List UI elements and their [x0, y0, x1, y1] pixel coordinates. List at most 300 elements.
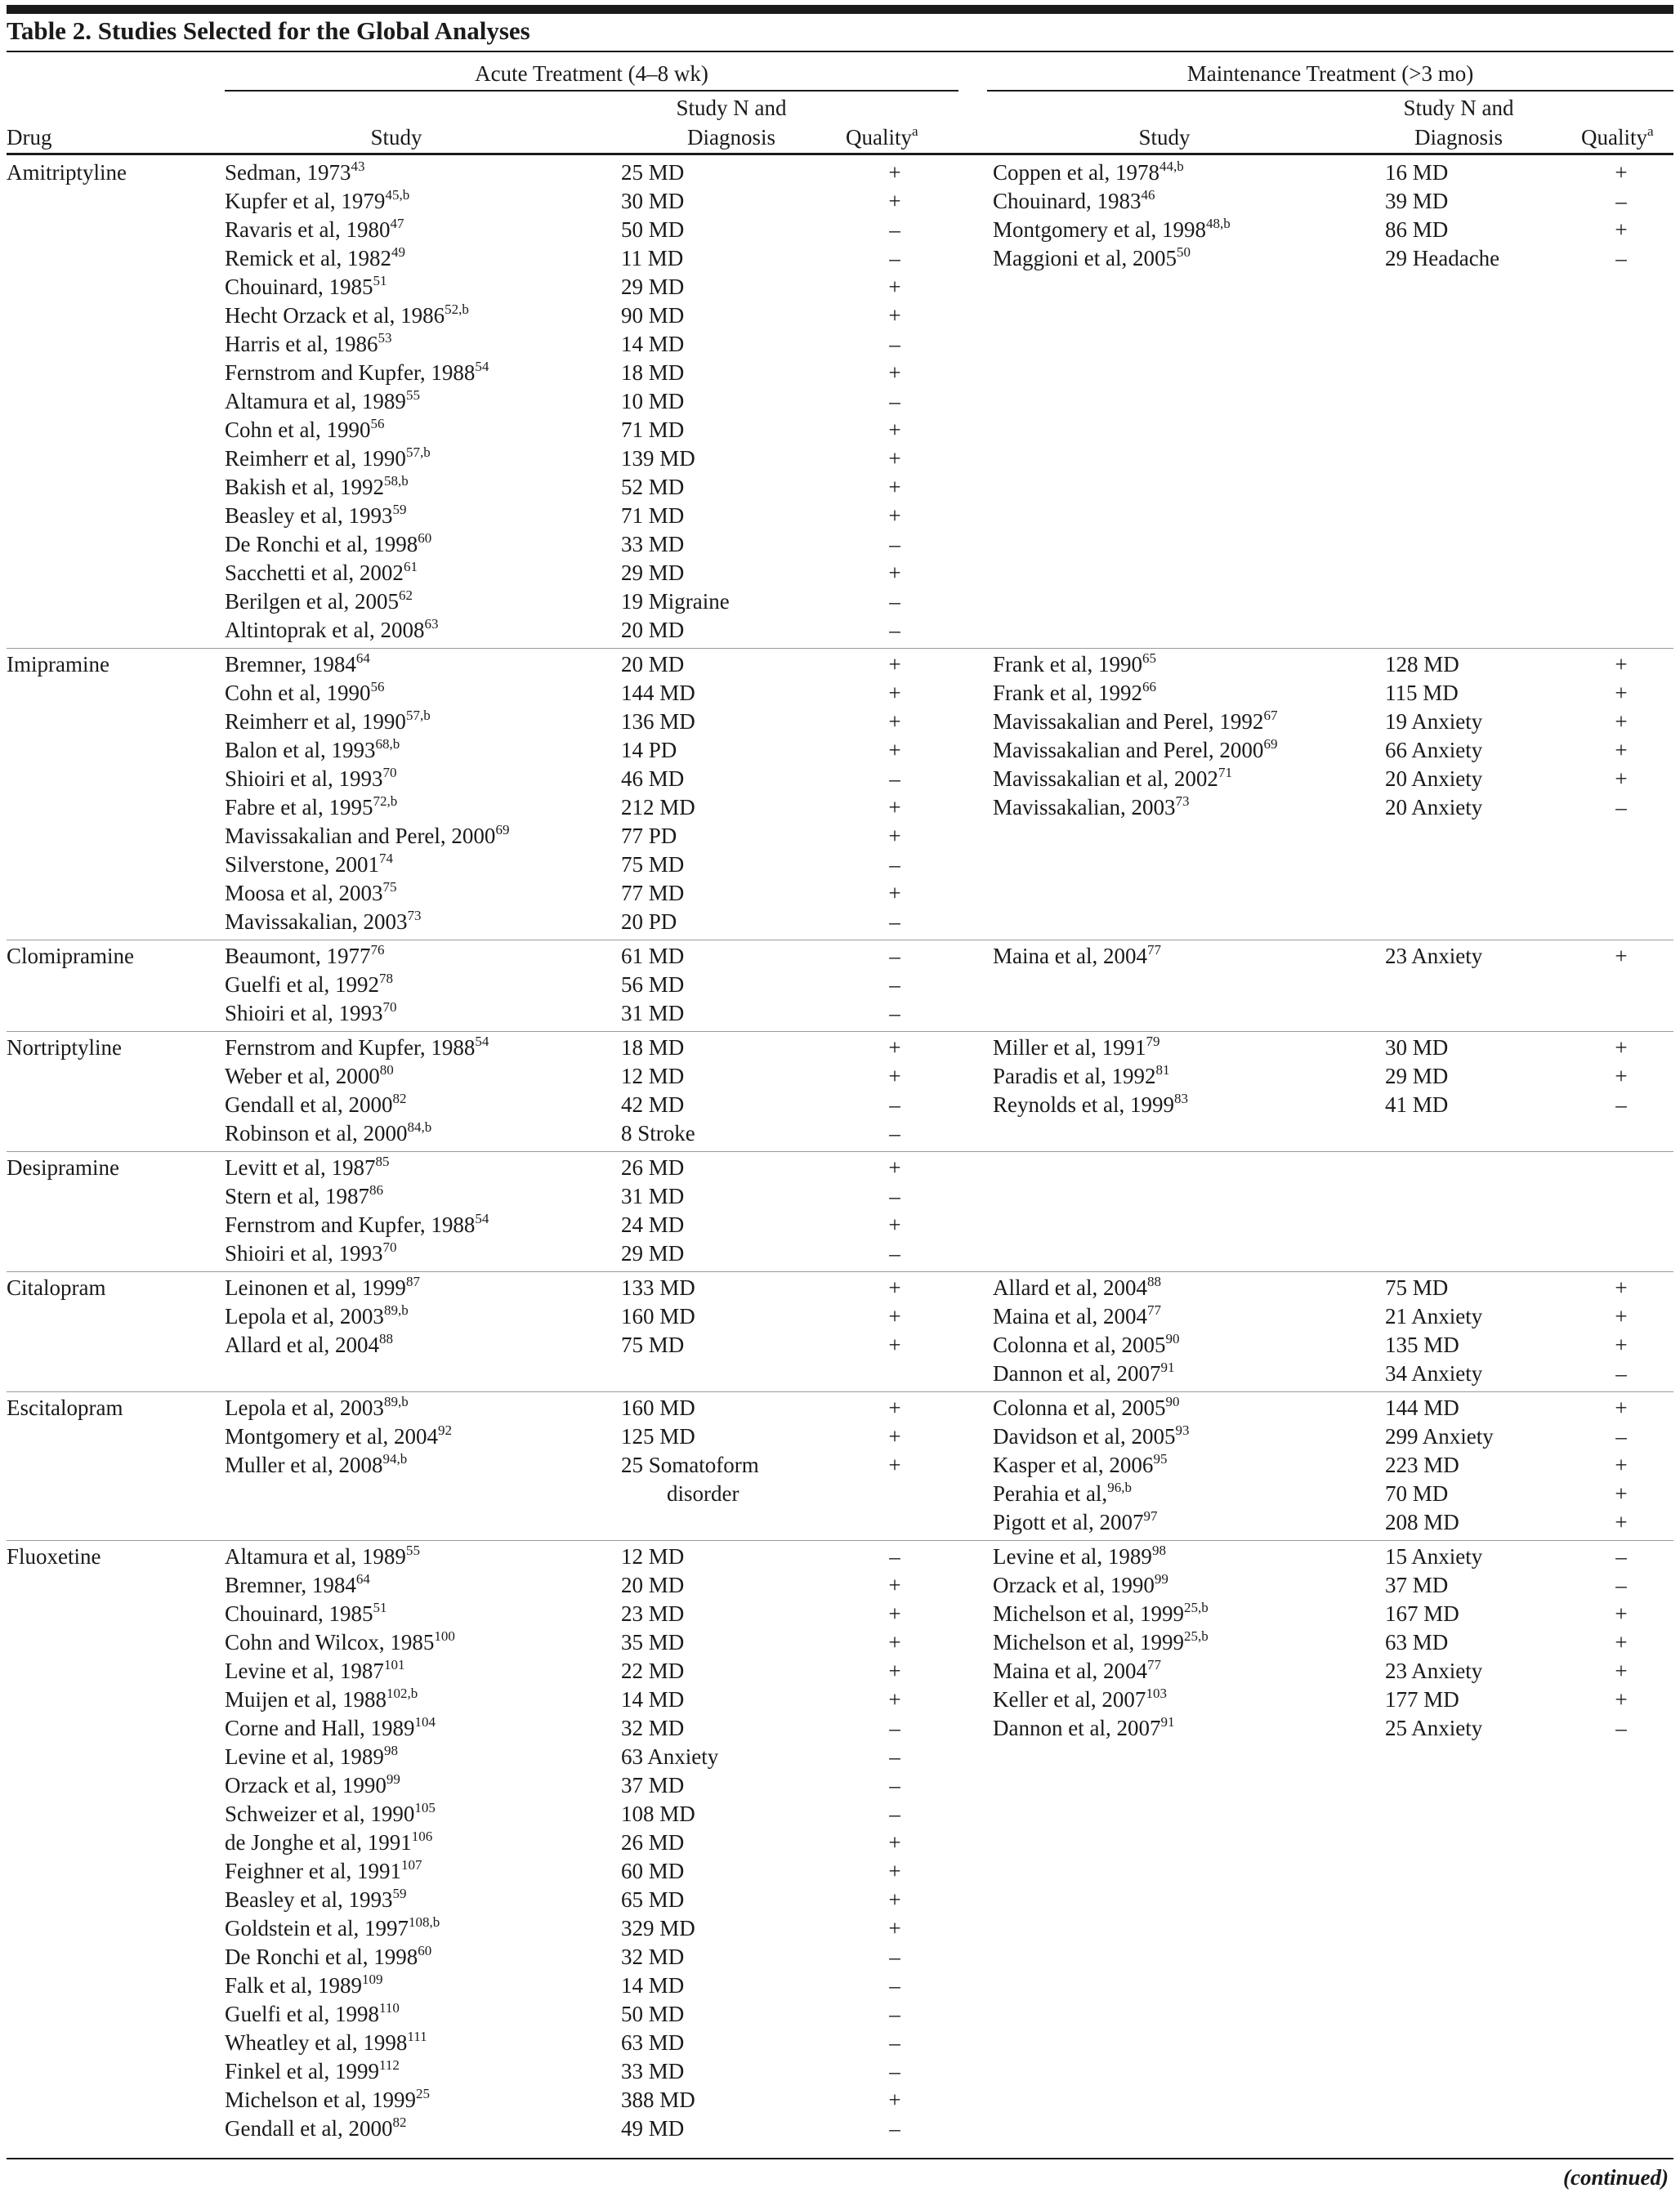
reference-superscript: 61: [403, 559, 418, 574]
study-cell: [225, 1302, 621, 1331]
n-diagnosis: 31 MD: [621, 1001, 685, 1025]
n-diagnosis-cell: [621, 1600, 842, 1628]
table-row: [225, 530, 948, 559]
quality-rating: –: [889, 217, 900, 242]
n-diagnosis-cell: [1385, 1034, 1569, 1062]
table-row: [225, 971, 948, 999]
n-diagnosis-cell: [621, 1829, 842, 1857]
table-row: [993, 1062, 1673, 1091]
study-name: Allard et al, 2004: [225, 1333, 379, 1357]
study-name: Chouinard, 1985: [225, 1601, 373, 1626]
study-name: Beasley et al, 1993: [225, 503, 393, 528]
study-cell: [225, 1743, 621, 1771]
n-diagnosis: 115 MD: [1385, 681, 1459, 705]
n-diagnosis: 71 MD: [621, 503, 685, 528]
table-row: [993, 1091, 1673, 1119]
reference-superscript: 55: [405, 1543, 420, 1558]
table-row: [225, 1543, 948, 1571]
reference-superscript: 85: [375, 1154, 390, 1169]
study-cell: [225, 1331, 621, 1360]
quality-rating: +: [888, 1035, 901, 1060]
study-cell: [225, 879, 621, 908]
maintenance-studies: [993, 1154, 1673, 1268]
study-cell: [225, 1239, 621, 1268]
n-diagnosis-cell: [621, 650, 842, 679]
table-row: [993, 1274, 1673, 1302]
table-row: [993, 159, 1673, 187]
table-row: [225, 1451, 948, 1508]
study-cell: [993, 1543, 1385, 1571]
study-name: Berilgen et al, 2005: [225, 589, 399, 614]
study-cell: [225, 2000, 621, 2029]
n-diagnosis: 86 MD: [1385, 217, 1449, 242]
study-name: Feighner et al, 1991: [225, 1859, 401, 1883]
table-row: [225, 216, 948, 244]
quality-rating: +: [1615, 766, 1628, 791]
quality-rating: –: [889, 1241, 900, 1266]
study-name: Mavissakalian and Perel, 2000: [225, 824, 496, 848]
reference-superscript: 25: [415, 2086, 430, 2101]
table-row: [993, 1508, 1673, 1537]
table-row: [225, 999, 948, 1028]
study-name: Coppen et al, 1978: [993, 160, 1159, 185]
n-diagnosis: 29 MD: [1385, 1064, 1449, 1088]
n-diagnosis-cell: [621, 822, 842, 851]
n-diagnosis: 71 MD: [621, 418, 685, 442]
acute-spanner-rule: [225, 90, 958, 92]
n-diagnosis: 33 MD: [621, 2059, 685, 2083]
study-name: Levine et al, 1989: [225, 1744, 384, 1769]
study-name: Sedman, 1973: [225, 160, 351, 185]
n-diagnosis-cell: [1385, 216, 1569, 244]
continued-note: (continued): [1562, 2165, 1669, 2190]
study-name: Shioiri et al, 1993: [225, 1241, 383, 1266]
quality-rating: –: [1615, 1544, 1627, 1569]
table-row: [993, 1686, 1673, 1714]
n-diagnosis: 208 MD: [1385, 1510, 1459, 1534]
study-name: Hecht Orzack et al, 1986: [225, 303, 445, 328]
reference-superscript: 58,b: [383, 473, 409, 489]
study-name: Davidson et al, 2005: [993, 1424, 1176, 1449]
reference-superscript: 102,b: [386, 1686, 418, 1701]
reference-superscript: 66: [1142, 679, 1156, 694]
table-row: [993, 1331, 1673, 1360]
n-diagnosis-cell: [621, 1771, 842, 1800]
quality-rating: –: [889, 972, 900, 997]
n-diagnosis-cell: [621, 1543, 842, 1571]
study-name: Fernstrom and Kupfer, 1988: [225, 1212, 476, 1237]
quality-rating: +: [888, 1659, 901, 1683]
quality-rating: –: [1615, 189, 1627, 213]
table-row: [225, 1394, 948, 1422]
quality-rating: –: [889, 944, 900, 968]
col-acute-quality: [846, 123, 918, 152]
study-name: Orzack et al, 1990: [993, 1573, 1155, 1597]
quality-rating: –: [889, 909, 900, 934]
table-row: [225, 2114, 948, 2143]
n-diagnosis-cell: [1385, 942, 1569, 971]
n-diagnosis-cell: [1385, 159, 1569, 187]
reference-superscript: 72,b: [373, 793, 398, 809]
n-diagnosis-cell: [621, 1239, 842, 1268]
study-cell: [225, 1886, 621, 1914]
n-diagnosis: 160 MD: [621, 1304, 695, 1329]
study-cell: [225, 2114, 621, 2143]
table-row: [225, 1600, 948, 1628]
study-cell: [225, 793, 621, 822]
table-row: [993, 736, 1673, 765]
study-cell: [225, 1657, 621, 1686]
reference-superscript: 46: [1141, 187, 1155, 203]
reference-superscript: 80: [379, 1062, 394, 1078]
reference-superscript: 101: [383, 1657, 405, 1672]
drug-group: [7, 1272, 1673, 1392]
reference-superscript: 54: [475, 1034, 489, 1049]
reference-superscript: 25,b: [1183, 1600, 1209, 1615]
table-row: [993, 1543, 1673, 1571]
n-diagnosis: 125 MD: [621, 1424, 695, 1449]
table-row: [225, 1422, 948, 1451]
study-name: Mavissakalian and Perel, 2000: [993, 738, 1264, 762]
n-diagnosis-cell: [621, 708, 842, 736]
n-diagnosis-cell: [621, 1331, 842, 1360]
n-diagnosis-cell: [621, 159, 842, 187]
study-name: Silverstone, 2001: [225, 852, 379, 877]
n-diagnosis-cell: [1385, 1062, 1569, 1091]
n-diagnosis: 12 MD: [621, 1064, 685, 1088]
quality-rating: –: [1615, 1361, 1627, 1386]
n-diagnosis-cell: [621, 1034, 842, 1062]
quality-rating: +: [1615, 1481, 1628, 1506]
study-name: Fernstrom and Kupfer, 1988: [225, 1035, 476, 1060]
quality-rating: +: [888, 709, 901, 734]
reference-superscript: 82: [392, 2114, 407, 2130]
study-name: Cohn and Wilcox, 1985: [225, 1630, 435, 1654]
study-name: Colonna et al, 2005: [993, 1395, 1166, 1420]
n-diagnosis: 26 MD: [621, 1830, 685, 1855]
table-row: [225, 1972, 948, 2000]
study-cell: [993, 1657, 1385, 1686]
drug-group: [7, 1541, 1673, 2146]
study-name: Guelfi et al, 1998: [225, 2002, 379, 2026]
study-name: De Ronchi et al, 1998: [225, 1945, 418, 1969]
quality-label: Quality: [1581, 125, 1647, 150]
n-diagnosis-cell: [621, 330, 842, 359]
quality-rating: –: [889, 1802, 900, 1826]
study-cell: [225, 1034, 621, 1062]
n-diagnosis-cell: [621, 273, 842, 301]
reference-superscript: 88: [378, 1331, 393, 1346]
study-name: Reynolds et al, 1999: [993, 1092, 1174, 1117]
acute-studies: [225, 650, 948, 936]
reference-superscript: 53: [378, 330, 392, 346]
study-name: Moosa et al, 2003: [225, 881, 383, 905]
n-diagnosis: 32 MD: [621, 1945, 685, 1969]
study-cell: [993, 1091, 1385, 1119]
reference-superscript: 59: [392, 502, 407, 517]
study-cell: [993, 1508, 1385, 1537]
study-name: Keller et al, 2007: [993, 1687, 1146, 1712]
table-row: [225, 2057, 948, 2086]
quality-rating: +: [888, 652, 901, 677]
table-row: [993, 650, 1673, 679]
table-row: [225, 1091, 948, 1119]
n-diagnosis: 39 MD: [1385, 189, 1449, 213]
study-cell: [225, 587, 621, 616]
study-cell: [993, 1686, 1385, 1714]
quality-rating: –: [889, 1945, 900, 1969]
study-name: Remick et al, 1982: [225, 246, 391, 270]
quality-rating: +: [888, 560, 901, 585]
quality-rating: –: [1615, 1716, 1627, 1740]
table-row: [225, 1743, 948, 1771]
study-cell: [993, 1451, 1385, 1480]
quality-rating: +: [888, 2088, 901, 2112]
reference-superscript: 112: [378, 2057, 400, 2073]
table-row: [225, 2029, 948, 2057]
quality-rating: +: [888, 275, 901, 299]
table-row: [225, 1914, 948, 1943]
quality-footnote-mark: a: [912, 123, 918, 139]
study-name: Colonna et al, 2005: [993, 1333, 1166, 1357]
reference-superscript: 51: [373, 1600, 387, 1615]
study-name: Allard et al, 2004: [993, 1275, 1147, 1300]
reference-superscript: 65: [1142, 650, 1156, 666]
n-diagnosis-cell: [1385, 1274, 1569, 1302]
study-cell: [225, 1154, 621, 1182]
reference-superscript: 64: [355, 650, 370, 666]
reference-superscript: 60: [418, 530, 432, 546]
n-diagnosis-cell: [621, 359, 842, 387]
study-name: Shioiri et al, 1993: [225, 766, 383, 791]
n-diagnosis-cell: [1385, 650, 1569, 679]
reference-superscript: 45,b: [385, 187, 410, 203]
acute-studies: [225, 1274, 948, 1388]
drug-group: [7, 649, 1673, 940]
column-gap: [948, 942, 993, 1028]
study-cell: [993, 1034, 1385, 1062]
n-diagnosis: 23 Anxiety: [1385, 944, 1483, 968]
quality-rating: +: [888, 881, 901, 905]
study-cell: [225, 330, 621, 359]
study-name: Bremner, 1984: [225, 1573, 356, 1597]
n-diagnosis: 46 MD: [621, 766, 685, 791]
study-name: Weber et al, 2000: [225, 1064, 380, 1088]
col-acute-n-line1: Study N and: [676, 96, 787, 120]
drug-group: [7, 940, 1673, 1032]
quality-rating: –: [889, 2002, 900, 2026]
n-diagnosis: 10 MD: [621, 389, 685, 413]
n-diagnosis: 24 MD: [621, 1212, 685, 1237]
quality-rating: +: [888, 1887, 901, 1912]
study-cell: [225, 1771, 621, 1800]
n-diagnosis-cell: [1385, 1360, 1569, 1388]
study-cell: [225, 942, 621, 971]
n-diagnosis: 8 Stroke: [621, 1121, 695, 1145]
study-cell: [225, 301, 621, 330]
n-diagnosis-cell: [621, 2086, 842, 2114]
drug-group: [7, 157, 1673, 649]
n-diagnosis: 160 MD: [621, 1395, 695, 1420]
study-cell: [993, 159, 1385, 187]
table-body: [7, 157, 1673, 2146]
n-diagnosis: 34 Anxiety: [1385, 1361, 1483, 1386]
table-row: [993, 708, 1673, 736]
n-diagnosis: 388 MD: [621, 2088, 695, 2112]
maintenance-studies: [993, 1034, 1673, 1148]
n-diagnosis-cell: [621, 942, 842, 971]
reference-superscript: 84,b: [407, 1119, 432, 1135]
table-row: [225, 650, 948, 679]
n-diagnosis-cell: [621, 1091, 842, 1119]
n-diagnosis-cell: [1385, 1657, 1569, 1686]
n-diagnosis: 56 MD: [621, 972, 685, 997]
n-diagnosis: 77 MD: [621, 881, 685, 905]
n-diagnosis: 49 MD: [621, 2116, 685, 2141]
table-row: [225, 444, 948, 473]
study-name: Frank et al, 1992: [993, 681, 1142, 705]
n-diagnosis: 37 MD: [621, 1773, 685, 1797]
table-row: [993, 1422, 1673, 1451]
n-diagnosis-cell: [621, 387, 842, 416]
column-gap: [948, 1034, 993, 1148]
n-diagnosis: 16 MD: [1385, 160, 1449, 185]
study-name: Mavissakalian, 2003: [225, 909, 408, 934]
quality-rating: +: [888, 418, 901, 442]
study-cell: [993, 1422, 1385, 1451]
quality-rating: +: [1615, 738, 1628, 762]
study-name: Paradis et al, 1992: [993, 1064, 1156, 1088]
reference-superscript: 100: [434, 1628, 455, 1644]
table-row: [225, 1800, 948, 1829]
quality-rating: –: [889, 389, 900, 413]
table-row: [993, 1628, 1673, 1657]
quality-rating: +: [888, 1304, 901, 1329]
reference-superscript: 78: [378, 971, 393, 986]
reference-superscript: 108,b: [408, 1914, 440, 1930]
reference-superscript: 96,b: [1107, 1480, 1132, 1495]
quality-rating: –: [889, 332, 900, 356]
study-name: Levine et al, 1989: [993, 1544, 1152, 1569]
reference-superscript: 94,b: [382, 1451, 408, 1467]
study-name: Mavissakalian, 2003: [993, 795, 1176, 819]
col-acute-n-line2: Diagnosis: [687, 125, 775, 150]
n-diagnosis: 41 MD: [1385, 1092, 1449, 1117]
study-name: Altintoprak et al, 2008: [225, 618, 425, 642]
study-name: Maggioni et al, 2005: [993, 246, 1177, 270]
table-row: [993, 765, 1673, 793]
study-cell: [225, 416, 621, 444]
study-cell: [225, 502, 621, 530]
reference-superscript: 75: [382, 879, 397, 895]
study-cell: [225, 559, 621, 587]
n-diagnosis-cell: [621, 616, 842, 645]
quality-rating: –: [889, 2116, 900, 2141]
table-row: [225, 159, 948, 187]
quality-rating: +: [1615, 1687, 1628, 1712]
n-diagnosis-cell: [1385, 1394, 1569, 1422]
study-cell: [993, 244, 1385, 273]
maintenance-spanner: Maintenance Treatment (>3 mo): [1186, 61, 1474, 86]
reference-superscript: 93: [1175, 1422, 1190, 1438]
study-name: Reimherr et al, 1990: [225, 709, 406, 734]
reference-superscript: 70: [382, 765, 397, 780]
quality-rating: +: [1615, 1333, 1628, 1357]
reference-superscript: 91: [1160, 1714, 1175, 1730]
study-name: Reimherr et al, 1990: [225, 446, 406, 471]
study-cell: [225, 1800, 621, 1829]
reference-superscript: 25,b: [1183, 1628, 1209, 1644]
n-diagnosis: 15 Anxiety: [1385, 1544, 1483, 1569]
quality-rating: +: [888, 1064, 901, 1088]
study-name: Michelson et al, 1999: [993, 1630, 1184, 1654]
column-gap: [948, 1154, 993, 1268]
reference-superscript: 56: [370, 679, 385, 694]
n-diagnosis-cell: [621, 530, 842, 559]
drug-name: Citalopram: [7, 1275, 106, 1300]
col-maint-quality: [1581, 123, 1654, 152]
study-cell: [225, 765, 621, 793]
drug-group: [7, 1152, 1673, 1272]
n-diagnosis-cell: [1385, 187, 1569, 216]
study-cell: [225, 2086, 621, 2114]
quality-rating: –: [1615, 1424, 1627, 1449]
table-row: [993, 1600, 1673, 1628]
n-diagnosis-cell: [1385, 1302, 1569, 1331]
reference-superscript: 97: [1143, 1508, 1158, 1524]
n-diagnosis-cell: [1385, 1422, 1569, 1451]
reference-superscript: 59: [392, 1886, 407, 1901]
n-diagnosis-cell: [621, 301, 842, 330]
reference-superscript: 86: [369, 1182, 383, 1198]
quality-rating: –: [889, 1092, 900, 1117]
n-diagnosis: 167 MD: [1385, 1601, 1459, 1626]
study-name: Maina et al, 2004: [993, 1304, 1147, 1329]
n-diagnosis: 23 Anxiety: [1385, 1659, 1483, 1683]
reference-superscript: 54: [475, 359, 489, 374]
reference-superscript: 103: [1146, 1686, 1167, 1701]
n-diagnosis: 20 Anxiety: [1385, 766, 1483, 791]
n-diagnosis-cell: [621, 851, 842, 879]
table-row: [225, 1154, 948, 1182]
study-cell: [225, 187, 621, 216]
n-diagnosis: 52 MD: [621, 475, 685, 499]
study-name: de Jonghe et al, 1991: [225, 1830, 412, 1855]
reference-superscript: 52,b: [445, 301, 469, 317]
quality-rating: –: [889, 766, 900, 791]
study-name: Miller et al, 1991: [993, 1035, 1146, 1060]
reference-superscript: 77: [1146, 942, 1161, 958]
reference-superscript: 82: [392, 1091, 407, 1106]
n-diagnosis: 23 MD: [621, 1601, 685, 1626]
study-cell: [225, 444, 621, 473]
n-diagnosis-cell: [621, 1657, 842, 1686]
quality-rating: +: [888, 1155, 901, 1180]
quality-rating: +: [888, 1687, 901, 1712]
quality-rating: +: [888, 446, 901, 471]
reference-superscript: 51: [373, 273, 387, 288]
quality-rating: +: [1615, 709, 1628, 734]
n-diagnosis-cell: [621, 1571, 842, 1600]
study-name: De Ronchi et al, 1998: [225, 532, 418, 556]
table-row: [225, 1274, 948, 1302]
table-row: [225, 330, 948, 359]
n-diagnosis: 29 MD: [621, 1241, 685, 1266]
quality-rating: +: [1615, 944, 1628, 968]
study-cell: [225, 530, 621, 559]
study-cell: [993, 1480, 1385, 1508]
quality-rating: +: [888, 681, 901, 705]
